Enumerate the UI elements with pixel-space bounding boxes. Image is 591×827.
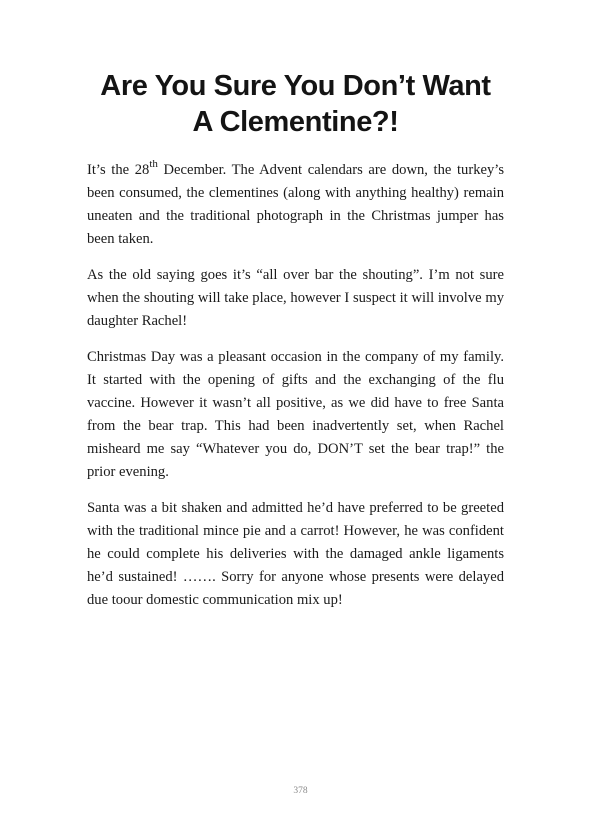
ordinal-suffix: th (149, 158, 158, 171)
page-title-line-2: A Clementine?! (192, 106, 399, 138)
paragraph-1-rest: December. The Advent calendars are down, the turkey’s been consumed, the clementines (along with anything healthy) remain uneaten and the traditional photograph in the Christmas jumper has been taken. (87, 162, 505, 247)
paragraph-2: As the old saying goes it’s “all over bar the shouting”. I’m not sure when the shouting will take place, however I suspect it will involve my daughter Rachel! (87, 267, 504, 329)
paragraph-4: Santa was a bit shaken and admitted he’d have preferred to be greeted with the traditional mince pie and a carrot! However, he was confident he could complete his deliveries with the damaged ankle ligaments he’d sustained! ……. Sorry for anyone whose presents were delayed due toour domestic communication mix up! (87, 500, 504, 608)
page-number: 378 (293, 786, 308, 796)
paragraph-1-start: It’s the 28 (87, 162, 150, 178)
page-title-line-1: Are You Sure You Don’t Want (100, 70, 491, 102)
page-title (60, 68, 531, 140)
paragraph-1 (87, 159, 504, 251)
body-text (87, 159, 504, 625)
paragraph-3: Christmas Day was a pleasant occasion in the company of my family. It started with the opening of gifts and the exchanging of the flu vaccine. However it wasn’t all positive, as we did have to free Santa from the bear trap. This had been inadvertently set, when Rachel misheard me say “Whatever you do, DON’T set the bear trap!” the prior evening. (87, 349, 504, 480)
